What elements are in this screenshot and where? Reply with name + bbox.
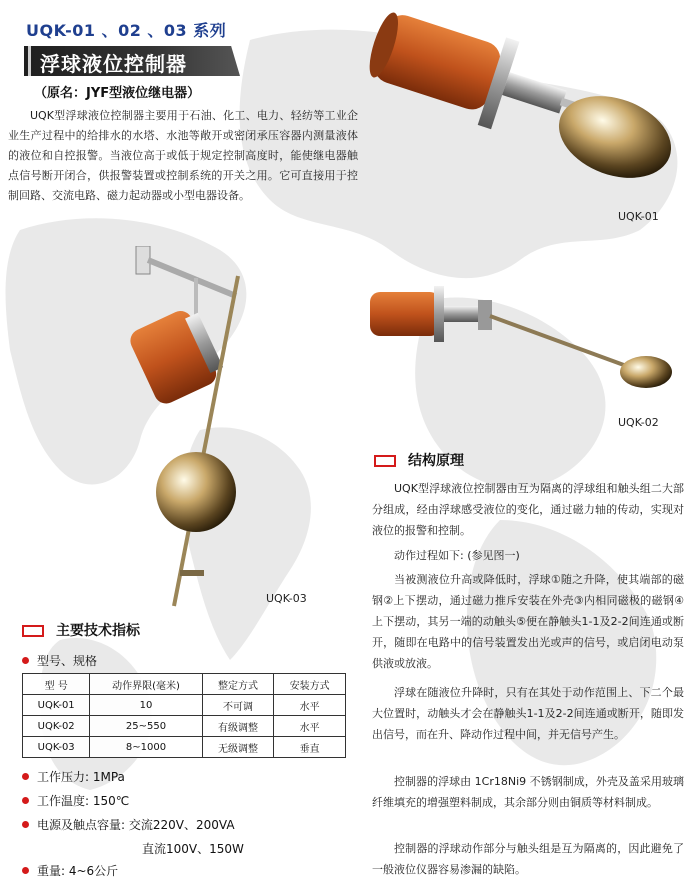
uqk01-caption: UQK-01 — [618, 210, 659, 223]
spec-power-dc — [142, 840, 244, 857]
table-cell: 水平 — [274, 716, 346, 737]
specs-heading: 主要技术指标 — [56, 623, 140, 639]
uqk03-caption: UQK-03 — [266, 592, 307, 605]
table-cell: 8~1000 — [90, 737, 202, 758]
specs-heading-marker — [22, 625, 44, 637]
spec-table — [22, 673, 346, 758]
principle-paragraph-3: 当被测液位升高或降低时，浮球①随之升降，使其端部的磁钢②上下摆动，通过磁力推斥安装在外壳③内相同磁极的磁钢④上下摆动，其另一端的动触头⑤便在静触头1-1及2-2间连通或断开，随即在电路中的信号装置发出光或声的信号，或启闭电动泵供液或放液。 — [372, 573, 684, 670]
table-header-cell: 型 号 — [23, 674, 90, 695]
bullet-dot — [22, 797, 29, 804]
spec-model-label — [22, 652, 97, 669]
table-cell: UQK-02 — [23, 716, 90, 737]
table-header-cell: 动作界限(毫米) — [90, 674, 202, 695]
bullet-dot — [22, 773, 29, 780]
bullet-dot — [22, 867, 29, 874]
table-cell: 水平 — [274, 695, 346, 716]
table-row — [23, 695, 346, 716]
table-row — [23, 716, 346, 737]
uqk01-product-image — [360, 12, 680, 212]
spec-power-dc-text: 直流100V、150W — [142, 842, 244, 856]
principle-paragraph-5: 控制器的浮球由 1Cr18Ni9 不锈钢制成，外壳及盖采用玻璃纤维填充的增强塑料制成，其余部分则由铜质等材料制成。 — [372, 775, 684, 809]
principle-paragraph-1: UQK型浮球液位控制器由互为隔离的浮球组和触头组二大部分组成，经由浮球感受液位的变化，通过磁力轴的传动，实现对液位的报警和控制。 — [372, 482, 684, 537]
spec-pressure-text: 工作压力: 1MPa — [37, 770, 125, 784]
principle-heading-marker — [374, 455, 396, 467]
bullet-dot — [22, 821, 29, 828]
principle-heading: 结构原理 — [408, 453, 464, 469]
table-cell: 10 — [90, 695, 202, 716]
intro-paragraph: UQK型浮球液位控制器主要用于石油、化工、电力、轻纺等工业企业生产过程中的给排水的水塔、水池等敞开或密闭承压容器内测量液体的液位和自控报警。当液位高于或低于规定控制高度时，能使继电器触点信号断开闭合，供报警装置或控制系统的开关之用。它可直接用于控制回路、交流电路、磁力起动器或小型电器设备。 — [8, 109, 358, 202]
principle-paragraph-6: 控制器的浮球动作部分与触头组是互为隔离的，因此避免了一般液位仪器容易渗漏的缺陷。 — [372, 842, 684, 876]
table-cell: 25~550 — [90, 716, 202, 737]
uqk02-product-image — [362, 282, 678, 402]
table-header-row — [23, 674, 346, 695]
bullet-dot — [22, 657, 29, 664]
table-cell: UQK-01 — [23, 695, 90, 716]
uqk02-caption: UQK-02 — [618, 416, 659, 429]
table-header-cell: 整定方式 — [202, 674, 274, 695]
page-subtitle: （原名：JYF型液位继电器） — [34, 86, 201, 101]
table-header-cell: 安装方式 — [274, 674, 346, 695]
table-row — [23, 737, 346, 758]
title-bar-accent — [18, 46, 24, 76]
table-cell: 垂直 — [274, 737, 346, 758]
spec-power — [22, 816, 235, 833]
spec-weight — [22, 862, 118, 879]
table-cell: 不可调 — [202, 695, 274, 716]
uqk02-housing — [370, 292, 440, 336]
uqk01-float-ball — [548, 81, 680, 192]
principle-paragraph-4: 浮球在随液位升降时，只有在其处于动作范围上、下二个最大位置时，动触头才会在静触头1-1及2-2间连通或断开，随即发出信号，而在升、降动作过程中间，并无信号产生。 — [372, 686, 684, 741]
uqk02-float-ball — [620, 356, 672, 388]
table-cell: UQK-03 — [23, 737, 90, 758]
spec-pressure — [22, 768, 125, 785]
page-title: 浮球液位控制器 — [40, 52, 187, 76]
table-cell: 有级调整 — [202, 716, 274, 737]
uqk02-rod — [490, 316, 632, 368]
spec-temperature-text: 工作温度: 150℃ — [37, 794, 130, 808]
principle-paragraph-2: 动作过程如下: (参见图一) — [394, 549, 520, 562]
spec-temperature — [22, 792, 129, 809]
table-cell: 无级调整 — [202, 737, 274, 758]
title-bar-accent-thin — [28, 46, 31, 76]
spec-weight-text: 重量: 4~6公斤 — [37, 864, 119, 878]
series-title: UQK-01 、02 、03 系列 — [26, 21, 227, 40]
spec-power-text: 电源及触点容量: 交流220V、200VA — [37, 818, 235, 832]
uqk03-product-image — [126, 246, 266, 612]
spec-model-text: 型号、规格 — [37, 654, 98, 668]
uqk03-float-ball — [156, 452, 236, 532]
